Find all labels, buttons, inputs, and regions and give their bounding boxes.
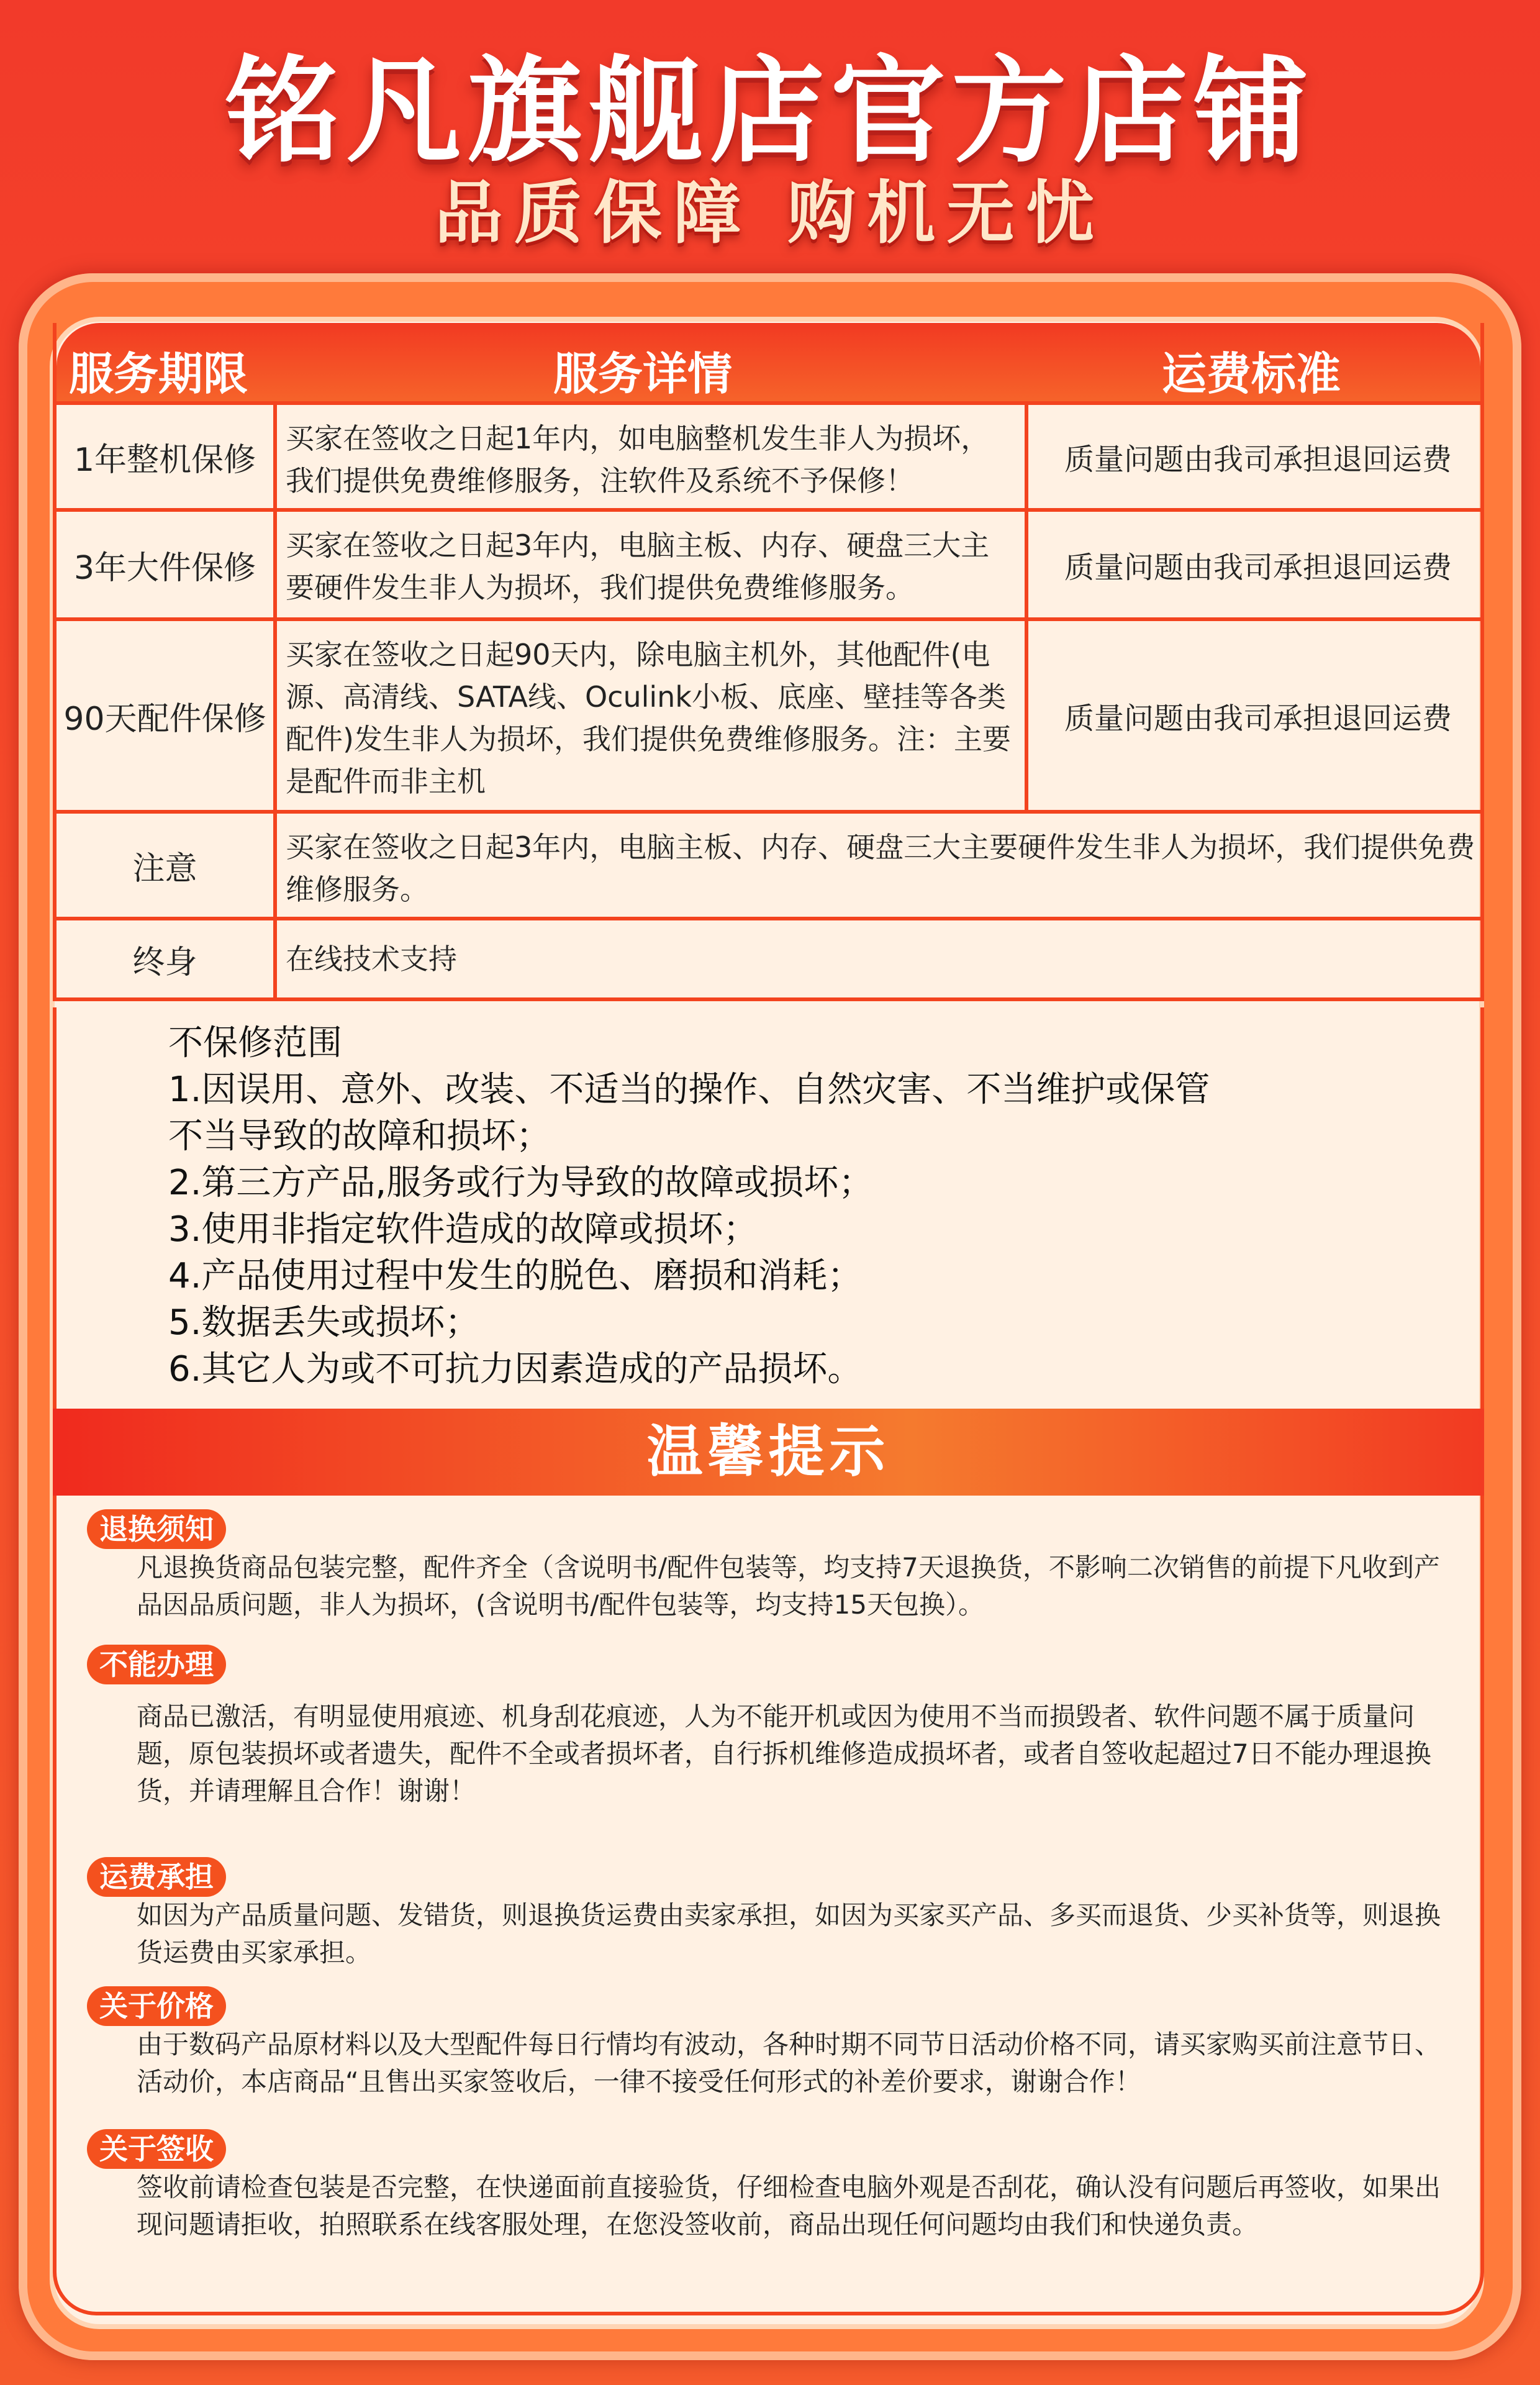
exclusion-item: 4.产品使用过程中发生的脱色、磨损和消耗； — [168, 1256, 863, 1296]
term-cell: 3年大件保修 — [57, 512, 277, 617]
tip-text: 商品已激活，有明显使用痕迹、机身刮花痕迹，人为不能开机或因为使用不当而损毁者、软件问题不属于质量问题，原包装损坏或者遗失，配件不全或者损坏者，自行拆机维修造成损坏者，或者自签收起超过7日不能办理退换货，并请理解且合作！谢谢！ — [137, 1701, 1431, 1806]
term-cell: 1年整机保修 — [57, 405, 277, 508]
exclusions-title: 不保修范围 — [168, 1023, 342, 1063]
tip-text: 凡退换货商品包装完整，配件齐全（含说明书/配件包装等，均支持7天退换货，不影响二次销售的前提下凡收到产品因品质问题，非人为损坏，(含说明书/配件包装等，均支持15天包换）。 — [137, 1552, 1440, 1620]
exclusions-section — [53, 1007, 1484, 1409]
exclusion-item: 6.其它人为或不可抗力因素造成的产品损坏。 — [168, 1349, 863, 1389]
header — [0, 0, 1540, 273]
tip-text: 签收前请检查包装是否完整，在快递面前直接验货，仔细检查电脑外观是否刮花，确认没有问题后再签收，如果出现问题请拒收，拍照联系在线客服处理，在您没签收前，商品出现任何问题均由我们和快递负责。 — [137, 2172, 1441, 2240]
detail-cell: 买家在签收之日起90天内，除电脑主机外，其他配件(电源、高清线、SATA线、Oculink小板、底座、壁挂等各类配件)发生非人为损坏，我们提供免费维修服务。注：主要是配件而非主机 — [277, 621, 1028, 810]
table-header — [57, 323, 1480, 401]
exclusion-item: 3.使用非指定软件造成的故障或损坏； — [168, 1209, 758, 1250]
exclusion-item: 2.第三方产品,服务或行为导致的故障或损坏； — [168, 1163, 874, 1203]
table-row — [57, 814, 1480, 920]
tip-label: 关于价格 — [87, 1986, 226, 2026]
store-title: 铭凡旗舰店官方店铺 — [225, 44, 1315, 178]
tip-item — [87, 1986, 1453, 2101]
tip-item — [87, 1509, 1453, 1624]
shipping-cell: 质量问题由我司承担退回运费 — [1064, 550, 1452, 585]
slogan: 品质保障 购机无忧 — [434, 173, 1106, 253]
table-row — [57, 920, 1480, 1001]
table-row — [57, 401, 1480, 512]
term-cell: 注意 — [57, 814, 277, 917]
detail-cell: 买家在签收之日起1年内，如电脑整机发生非人为损坏，我们提供免费维修服务，注软件及系统不予保修！ — [277, 405, 1028, 508]
detail-cell: 在线技术支持 — [286, 942, 457, 976]
tip-label: 运费承担 — [87, 1857, 226, 1897]
shipping-cell: 质量问题由我司承担退回运费 — [1064, 442, 1452, 477]
header-shipping: 运费标准 — [1162, 348, 1341, 400]
tip-text: 由于数码产品原材料以及大型配件每日行情均有波动，各种时期不同节日活动价格不同，请买家购买前注意节日、活动价，本店商品“且售出买家签收后，一律不接受任何形式的补差价要求，谢谢合作！ — [137, 2029, 1441, 2097]
tip-label: 关于签收 — [87, 2129, 226, 2169]
tip-item — [87, 2129, 1453, 2243]
detail-cell: 买家在签收之日起3年内，电脑主板、内存、硬盘三大主要硬件发生非人为损坏，我们提供免费维修服务。 — [277, 512, 1028, 617]
warranty-table — [53, 323, 1484, 1001]
exclusion-item: 1.因误用、意外、改装、不适当的操作、自然灾害、不当维护或保管不当导致的故障和损坏； — [168, 1070, 1210, 1156]
table-row — [57, 512, 1480, 621]
term-cell: 终身 — [57, 920, 277, 997]
tip-item — [87, 1857, 1453, 1971]
table-row — [57, 621, 1480, 814]
header-detail: 服务详情 — [553, 348, 733, 400]
exclusion-item: 5.数据丢失或损坏； — [168, 1302, 480, 1343]
header-term: 服务期限 — [69, 348, 248, 400]
tips-title: 温馨提示 — [53, 1409, 1484, 1496]
tip-item — [87, 1645, 1453, 1810]
tip-text: 如因为产品质量问题、发错货，则退换货运费由卖家承担，如因为买家买产品、多买而退货、少买补货等，则退换货运费由买家承担。 — [137, 1900, 1441, 1968]
tip-label: 退换须知 — [87, 1509, 226, 1549]
term-cell: 90天配件保修 — [57, 621, 277, 810]
tip-label: 不能办理 — [87, 1645, 226, 1684]
shipping-cell: 质量问题由我司承担退回运费 — [1064, 701, 1452, 736]
detail-cell: 买家在签收之日起3年内，电脑主板、内存、硬盘三大主要硬件发生非人为损坏，我们提供免费维修服务。 — [286, 830, 1475, 906]
